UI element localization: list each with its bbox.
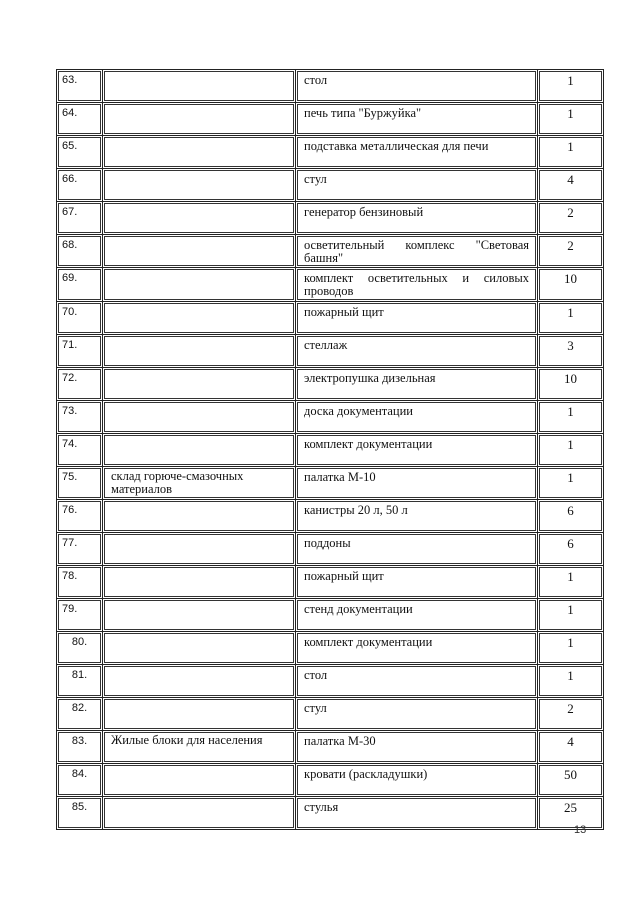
- location-text: [104, 336, 294, 366]
- item-name-text: стол: [297, 71, 536, 101]
- location-text: [104, 203, 294, 233]
- location-text: [104, 170, 294, 200]
- row-number-text: 81.: [58, 666, 101, 696]
- item-name-text: генератор бензиновый: [297, 203, 536, 233]
- quantity-cell: [537, 267, 604, 301]
- quantity-text: 50: [539, 765, 602, 795]
- row-number-cell: [56, 697, 102, 730]
- location-text: склад горюче-смазочных материалов: [104, 468, 294, 498]
- location-text: [104, 303, 294, 333]
- quantity-cell: [537, 697, 604, 730]
- item-name-text: пожарный щит: [297, 567, 536, 597]
- inventory-table: [56, 69, 604, 830]
- quantity-cell: [537, 69, 604, 102]
- quantity-text: 1: [539, 435, 602, 465]
- quantity-text: 2: [539, 236, 602, 266]
- location-text: [104, 501, 294, 531]
- item-name-text: палатка М-10: [297, 468, 536, 498]
- inventory-table-body: [56, 69, 604, 830]
- quantity-cell: [537, 664, 604, 697]
- row-number-cell: [56, 499, 102, 532]
- item-name-cell: [295, 532, 537, 565]
- quantity-text: 25: [539, 798, 602, 828]
- location-cell: [102, 433, 295, 466]
- item-name-text: канистры 20 л, 50 л: [297, 501, 536, 531]
- item-name-cell: [295, 334, 537, 367]
- item-name-cell: [295, 796, 537, 830]
- row-number-text: 72.: [58, 369, 101, 399]
- item-name-cell: [295, 400, 537, 433]
- quantity-text: 1: [539, 303, 602, 333]
- quantity-text: 6: [539, 501, 602, 531]
- location-text: [104, 666, 294, 696]
- row-number-cell: [56, 730, 102, 763]
- item-name-text: электропушка дизельная: [297, 369, 536, 399]
- item-name-cell: [295, 433, 537, 466]
- item-name-cell: [295, 664, 537, 697]
- row-number-text: 74.: [58, 435, 101, 465]
- quantity-text: 4: [539, 732, 602, 762]
- location-cell: [102, 168, 295, 201]
- location-cell: [102, 565, 295, 598]
- row-number-cell: [56, 796, 102, 830]
- location-cell: [102, 730, 295, 763]
- page-number: 13: [574, 824, 587, 836]
- item-name-text: стул: [297, 170, 536, 200]
- location-text: [104, 369, 294, 399]
- table-row: [56, 367, 604, 400]
- row-number-text: 80.: [58, 633, 101, 663]
- item-name-text: печь типа "Буржуйка": [297, 104, 536, 134]
- item-name-cell: [295, 301, 537, 334]
- row-number-cell: [56, 168, 102, 201]
- table-row: [56, 730, 604, 763]
- item-name-text: комплект осветительных и силовых проводов: [297, 269, 536, 300]
- item-name-cell: [295, 565, 537, 598]
- quantity-cell: [537, 763, 604, 796]
- quantity-cell: [537, 796, 604, 830]
- location-cell: [102, 466, 295, 499]
- item-name-cell: [295, 234, 537, 267]
- location-cell: [102, 499, 295, 532]
- item-name-text: поддоны: [297, 534, 536, 564]
- quantity-cell: [537, 598, 604, 631]
- row-number-cell: [56, 400, 102, 433]
- item-name-text: палатка М-30: [297, 732, 536, 762]
- quantity-cell: [537, 135, 604, 168]
- location-cell: [102, 796, 295, 830]
- table-row: [56, 598, 604, 631]
- row-number-cell: [56, 466, 102, 499]
- item-name-cell: [295, 697, 537, 730]
- location-cell: [102, 102, 295, 135]
- row-number-cell: [56, 532, 102, 565]
- quantity-text: 1: [539, 666, 602, 696]
- item-name-text: кровати (раскладушки): [297, 765, 536, 795]
- location-text: [104, 435, 294, 465]
- quantity-text: 1: [539, 137, 602, 167]
- item-name-cell: [295, 168, 537, 201]
- table-row: [56, 433, 604, 466]
- row-number-text: 68.: [58, 236, 101, 266]
- location-cell: [102, 598, 295, 631]
- table-row: [56, 532, 604, 565]
- row-number-text: 69.: [58, 269, 101, 300]
- item-name-cell: [295, 631, 537, 664]
- location-text: [104, 798, 294, 828]
- item-name-cell: [295, 466, 537, 499]
- table-row: [56, 69, 604, 102]
- row-number-text: 63.: [58, 71, 101, 101]
- item-name-cell: [295, 135, 537, 168]
- row-number-cell: [56, 69, 102, 102]
- quantity-text: 1: [539, 402, 602, 432]
- table-row: [56, 102, 604, 135]
- item-name-cell: [295, 763, 537, 796]
- location-text: [104, 104, 294, 134]
- quantity-text: 1: [539, 71, 602, 101]
- item-name-text: доска документации: [297, 402, 536, 432]
- row-number-text: 65.: [58, 137, 101, 167]
- location-text: [104, 269, 294, 300]
- quantity-text: 2: [539, 699, 602, 729]
- item-name-text: осветительный комплекс "Световая башня": [297, 236, 536, 266]
- row-number-cell: [56, 301, 102, 334]
- table-row: [56, 697, 604, 730]
- location-cell: [102, 400, 295, 433]
- quantity-cell: [537, 102, 604, 135]
- row-number-text: 77.: [58, 534, 101, 564]
- location-cell: [102, 631, 295, 664]
- row-number-cell: [56, 664, 102, 697]
- location-text: [104, 402, 294, 432]
- table-row: [56, 664, 604, 697]
- quantity-text: 10: [539, 369, 602, 399]
- item-name-cell: [295, 267, 537, 301]
- item-name-cell: [295, 367, 537, 400]
- location-cell: [102, 135, 295, 168]
- item-name-cell: [295, 598, 537, 631]
- row-number-cell: [56, 763, 102, 796]
- item-name-text: стеллаж: [297, 336, 536, 366]
- item-name-text: комплект документации: [297, 435, 536, 465]
- table-row: [56, 301, 604, 334]
- quantity-cell: [537, 433, 604, 466]
- item-name-cell: [295, 499, 537, 532]
- row-number-text: 84.: [58, 765, 101, 795]
- quantity-text: 3: [539, 336, 602, 366]
- row-number-cell: [56, 565, 102, 598]
- table-row: [56, 763, 604, 796]
- row-number-text: 85.: [58, 798, 101, 828]
- location-text: [104, 71, 294, 101]
- quantity-cell: [537, 466, 604, 499]
- quantity-cell: [537, 234, 604, 267]
- row-number-text: 83.: [58, 732, 101, 762]
- location-cell: [102, 334, 295, 367]
- quantity-cell: [537, 334, 604, 367]
- location-cell: [102, 267, 295, 301]
- quantity-text: 6: [539, 534, 602, 564]
- row-number-cell: [56, 135, 102, 168]
- location-cell: [102, 532, 295, 565]
- location-text: [104, 633, 294, 663]
- location-text: [104, 236, 294, 266]
- row-number-cell: [56, 367, 102, 400]
- quantity-text: 10: [539, 269, 602, 300]
- location-text: [104, 137, 294, 167]
- row-number-text: 82.: [58, 699, 101, 729]
- table-row: [56, 400, 604, 433]
- location-cell: [102, 234, 295, 267]
- quantity-cell: [537, 367, 604, 400]
- quantity-text: 1: [539, 600, 602, 630]
- location-cell: [102, 664, 295, 697]
- row-number-cell: [56, 102, 102, 135]
- item-name-cell: [295, 201, 537, 234]
- quantity-cell: [537, 730, 604, 763]
- item-name-text: стенд документации: [297, 600, 536, 630]
- table-row: [56, 168, 604, 201]
- quantity-cell: [537, 201, 604, 234]
- quantity-cell: [537, 301, 604, 334]
- item-name-cell: [295, 69, 537, 102]
- row-number-text: 73.: [58, 402, 101, 432]
- table-row: [56, 334, 604, 367]
- table-row: [56, 267, 604, 301]
- table-row: [56, 135, 604, 168]
- item-name-text: стул: [297, 699, 536, 729]
- inventory-table-container: [56, 69, 604, 830]
- location-text: [104, 765, 294, 795]
- table-row: [56, 796, 604, 830]
- item-name-cell: [295, 102, 537, 135]
- location-cell: [102, 763, 295, 796]
- row-number-cell: [56, 631, 102, 664]
- row-number-text: 71.: [58, 336, 101, 366]
- item-name-text: стол: [297, 666, 536, 696]
- row-number-text: 67.: [58, 203, 101, 233]
- row-number-cell: [56, 267, 102, 301]
- row-number-cell: [56, 234, 102, 267]
- row-number-text: 78.: [58, 567, 101, 597]
- location-text: Жилые блоки для населения: [104, 732, 294, 762]
- table-row: [56, 201, 604, 234]
- row-number-cell: [56, 201, 102, 234]
- row-number-cell: [56, 334, 102, 367]
- location-text: [104, 600, 294, 630]
- quantity-cell: [537, 532, 604, 565]
- quantity-text: 1: [539, 468, 602, 498]
- location-cell: [102, 69, 295, 102]
- quantity-cell: [537, 631, 604, 664]
- row-number-text: 79.: [58, 600, 101, 630]
- location-cell: [102, 301, 295, 334]
- row-number-text: 70.: [58, 303, 101, 333]
- quantity-text: 4: [539, 170, 602, 200]
- location-text: [104, 567, 294, 597]
- table-row: [56, 631, 604, 664]
- item-name-text: подставка металлическая для печи: [297, 137, 536, 167]
- table-row: [56, 234, 604, 267]
- location-text: [104, 534, 294, 564]
- item-name-text: стулья: [297, 798, 536, 828]
- table-row: [56, 565, 604, 598]
- item-name-text: комплект документации: [297, 633, 536, 663]
- quantity-text: 1: [539, 633, 602, 663]
- row-number-text: 66.: [58, 170, 101, 200]
- location-cell: [102, 201, 295, 234]
- location-cell: [102, 367, 295, 400]
- location-text: [104, 699, 294, 729]
- row-number-cell: [56, 433, 102, 466]
- quantity-text: 2: [539, 203, 602, 233]
- row-number-text: 64.: [58, 104, 101, 134]
- quantity-text: 1: [539, 104, 602, 134]
- item-name-text: пожарный щит: [297, 303, 536, 333]
- quantity-cell: [537, 499, 604, 532]
- quantity-cell: [537, 400, 604, 433]
- location-cell: [102, 697, 295, 730]
- quantity-cell: [537, 168, 604, 201]
- quantity-cell: [537, 565, 604, 598]
- item-name-cell: [295, 730, 537, 763]
- table-row: [56, 466, 604, 499]
- quantity-text: 1: [539, 567, 602, 597]
- row-number-text: 76.: [58, 501, 101, 531]
- row-number-text: 75.: [58, 468, 101, 498]
- table-row: [56, 499, 604, 532]
- row-number-cell: [56, 598, 102, 631]
